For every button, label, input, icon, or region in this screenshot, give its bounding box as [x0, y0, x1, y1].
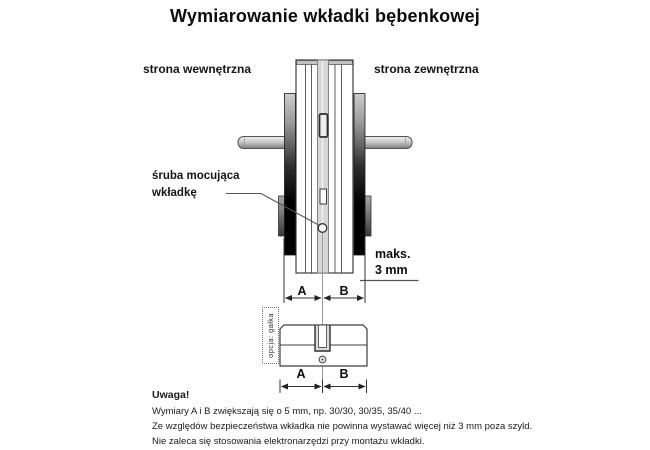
- door-cross-section: [296, 60, 353, 273]
- notes-block: [152, 389, 582, 449]
- dimension-b-lower-label: B: [339, 367, 349, 381]
- door-handle-inner: [238, 137, 290, 149]
- max-protrusion-label-line2: 3 mm: [375, 263, 408, 277]
- mounting-screw-label: [152, 168, 240, 201]
- escutcheon-strip-outer: [365, 196, 371, 236]
- page-title: Wymiarowanie wkładki bębenkowej: [170, 6, 480, 26]
- max-protrusion-label-line1: maks.: [375, 247, 411, 261]
- screw-channel: [320, 189, 327, 204]
- dimension-a-lower-label: A: [296, 367, 306, 381]
- note-line-1: Wymiary A i B zwiększają się o 5 mm, np. 30/30, 30/35, 35/40 ...: [152, 406, 422, 417]
- mounting-screw-label-line1: śruba mocująca: [152, 170, 240, 182]
- escutcheon-outer: [354, 94, 365, 256]
- note-line-2: Ze względów bezpieczeństwa wkładka nie powinna wystawać więcej niż 3 mm poza szyld.: [152, 421, 533, 432]
- inner-side-label: strona wewnętrzna: [143, 62, 252, 76]
- mounting-screw-label-line2: wkładkę: [152, 186, 197, 199]
- escutcheon-strip-inner: [279, 196, 285, 236]
- escutcheon-inner: [285, 94, 296, 256]
- cylinder-profile-view: [280, 325, 367, 366]
- cam-slot: [320, 114, 328, 137]
- notes-heading: Uwaga!: [152, 389, 190, 401]
- door-handle-outer: [360, 137, 412, 149]
- mounting-screw-head: [318, 224, 327, 233]
- knob-option-label: opcja: gałka: [266, 313, 275, 358]
- max-protrusion-label: [375, 246, 410, 278]
- outer-side-label: strona zewnętrzna: [374, 62, 479, 76]
- dimension-b-upper-label: B: [339, 284, 349, 298]
- note-line-3: Nie zaleca się stosowania elektronarzędzi przy montażu wkładki.: [152, 436, 425, 447]
- knob-option-box: [262, 307, 279, 364]
- dimension-a-upper-label: A: [297, 284, 307, 298]
